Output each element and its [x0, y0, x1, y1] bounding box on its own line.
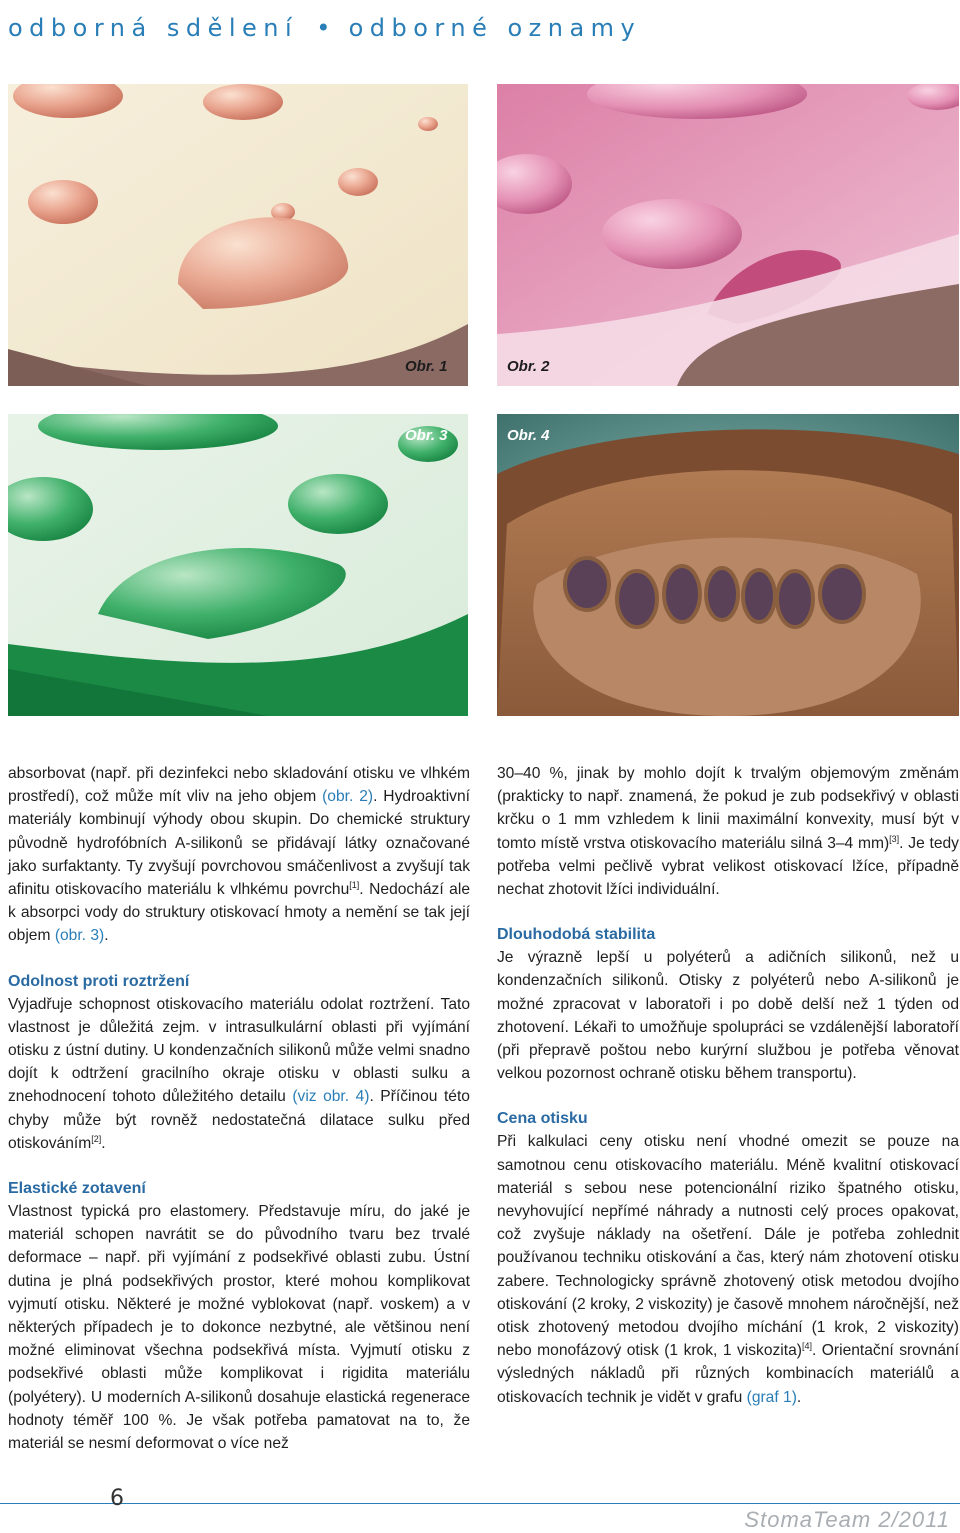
- footer-divider: [0, 1503, 960, 1504]
- figure-2-reference-link[interactable]: (obr. 2): [322, 788, 374, 806]
- long-term-stability-paragraph: Je výrazně lepší u polyéterů a adičních silikonů, než u kondenzačních silikonů. Otisky z polyéterů nebo A-silikonů je možné zpracovat v laboratoři i po době delší než 1 týden od zhotovení. Lékaři to umožňuje spolupráci se vzdálenější laboratoří (při přepravě poštou nebo kurýrní službou je potřeba věnovat velkou pozornost ochraně otisku během transportu).: [497, 949, 959, 1083]
- figure-3-reference-link[interactable]: (obr. 3): [54, 927, 105, 945]
- right-intro-paragraph: 30–40 %, jinak by mohlo dojít k trvalým objemovým změnám (prakticky to např. znamená, že pokud je zub podsekřivý v oblasti krčku o 1 mm vzhledem k linii maximální konvexity, musí být v tomto místě vrstva otiskovacího materiálu silná 3–4 mm)[3]. Je tedy potřeba velmi pečlivě vybrat velikost otiskovací lžíce, případně nechat zhotovit lžíci individuální.: [497, 765, 959, 899]
- heading-long-term-stability: Dlouhodobá stabilita: [497, 926, 656, 944]
- right-column: [497, 762, 959, 1409]
- citation-4: [4]: [801, 1341, 812, 1352]
- left-column: [8, 762, 470, 1455]
- journal-name: StomaTeam 2/2011: [744, 1507, 950, 1532]
- figure-4-image: [497, 414, 959, 716]
- page-number: 6: [110, 1486, 124, 1511]
- tear-resistance-paragraph: Vyjadřuje schopnost otiskovacího materiálu odolat roztržení. Tato vlastnost je důležitá zejm. v intrasulkulární oblasti při vyjímání otisku z ústní dutiny. U kondenzačních silikonů může velmi snadno dojít k odtržení gracilního okraje otisku v oblasti sulku a znehodnocení tohoto důležitého detailu (viz obr. 4). Příčinou této chyby může být rovněž nedostatečná dilatace sulku před otiskováním[2].: [8, 995, 470, 1152]
- figure-2-image: [497, 84, 959, 386]
- citation-3: [3]: [889, 833, 900, 844]
- header-separator: •: [316, 14, 331, 42]
- figure-1-image: [8, 84, 468, 386]
- figure-4-reference-link[interactable]: (viz obr. 4): [292, 1088, 370, 1106]
- citation-2: [2]: [91, 1133, 102, 1144]
- section-header: [8, 14, 641, 42]
- figure-3-image: [8, 414, 468, 716]
- figure-1-caption: Obr. 1: [405, 358, 448, 375]
- citation-1: [1]: [349, 880, 360, 891]
- heading-elastic-recovery: Elastické zotavení: [8, 1180, 146, 1198]
- impression-cost-paragraph: Při kalkulaci ceny otisku není vhodné omezit se pouze na samotnou cenu otiskovacího materiálu. Méně kvalitní otiskovací materiál s sebou nese potencionální riziko špatného otisku, nevyhovující nepřímé náhrady a nutnosti celý proces opakovat, což zvyšuje náklady na ošetření. Dále je potřeba zohlednit používanou techniku otiskování a čas, který nám zhotovení otisku zabere. Technologicky správně zhotovený otisk metodou dvojího otiskování (2 kroky, 2 viskozity) je časově mnohem náročnější, než otisk zhotovený metodou dvojího míchání (1 krok, 2 viskozity) nebo monofázový otisk (1 krok, 1 viskozita)[4]. Orientační srovnání výsledných nákladů při různých kombinacích materiálů a otiskovacích technik je vidět v grafu (graf 1).: [497, 1133, 960, 1406]
- heading-impression-cost: Cena otisku: [497, 1110, 588, 1128]
- graph-1-reference-link[interactable]: (graf 1): [746, 1388, 797, 1406]
- heading-tear-resistance: Odolnost proti roztržení: [8, 972, 190, 990]
- figure-2-caption: Obr. 2: [507, 358, 550, 375]
- header-part-2: odborné oznamy: [348, 14, 642, 42]
- elastic-recovery-paragraph: Vlastnost typická pro elastomery. Představuje míru, do jaké je materiál schopen navrátit se do původního tvaru bez trvalé deformace – např. při vyjímání z podsekřivé oblasti zubu. Ústní dutina je plná podsekřivých prostor, které mohou komplikovat vyjmutí otisku. Některé je možné vyblokovat (např. voskem) a v některých případech je to dokonce nezbytné, ale většinou není možné eliminovat všechna podsekřivá místa. Vyjmutí otisku z podsekřivé oblasti může komplikovat i rigidita materiálu (polyétery). U moderních A-silikonů dosahuje elastická regenerace hodnoty téměř 100 %. Je však potřeba pamatovat na to, že materiál se nesmí deformovat o více než: [8, 1203, 470, 1453]
- figure-3-caption: Obr. 3: [405, 427, 448, 444]
- left-intro-paragraph: absorbovat (např. při dezinfekci nebo skladování otisku ve vlhkém prostředí), což může mít vliv na jeho objem (obr. 2). Hydroaktivní materiály kombinují výhody obou skupin. Do chemické struktury původně hydrofóbních A-silikonů se přidávají látky označované jako surfaktanty. Ty zvyšují povrchovou smáčenlivost a zvyšují tak afinitu otiskovacího materiálu k vlhkému povrchu[1]. Nedochází ale k absorpci vody do struktury otiskovací hmoty a nemění se tak její objem (obr. 3).: [8, 765, 470, 945]
- header-part-1: odborná sdělení: [8, 14, 299, 42]
- figure-4-caption: Obr. 4: [507, 427, 550, 444]
